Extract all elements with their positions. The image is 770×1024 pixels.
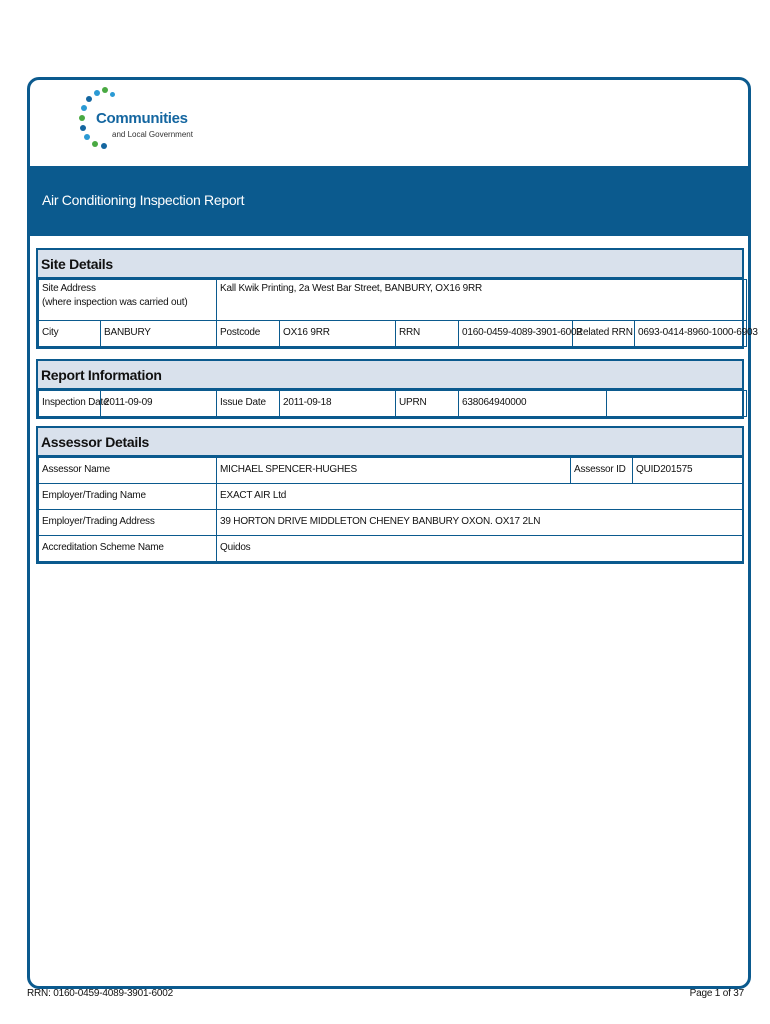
rrn-value: 0160-0459-4089-3901-6002 — [459, 321, 573, 347]
assessor-name-label: Assessor Name — [39, 458, 217, 484]
employer-name-label: Employer/Trading Name — [39, 484, 217, 510]
city-value: BANBURY — [101, 321, 217, 347]
footer-page-number: Page 1 of 37 — [689, 988, 744, 999]
issue-date-label: Issue Date — [217, 391, 280, 417]
related-rrn-label: Related RRN — [573, 321, 635, 347]
site-address-label — [39, 280, 217, 321]
accreditation-scheme-label: Accreditation Scheme Name — [39, 536, 217, 562]
postcode-value: OX16 9RR — [280, 321, 396, 347]
report-information-table — [38, 390, 747, 417]
logo-subtitle: and Local Government — [112, 130, 193, 139]
site-address-value: Kall Kwik Printing, 2a West Bar Street, BANBURY, OX16 9RR — [217, 280, 747, 321]
related-rrn-value: 0693-0414-8960-1000-6903 — [635, 321, 747, 347]
site-details-section — [36, 248, 758, 349]
assessor-details-table — [38, 457, 743, 562]
employer-name-value: EXACT AIR Ltd — [217, 484, 743, 510]
assessor-name-value: MICHAEL SPENCER-HUGHES — [217, 458, 571, 484]
inspection-date-value: 2011-09-09 — [101, 391, 217, 417]
communities-logo — [54, 86, 204, 160]
inspection-date-label: Inspection Date — [39, 391, 101, 417]
rrn-label: RRN — [396, 321, 459, 347]
report-information-section — [36, 359, 744, 419]
site-address-label-text: Site Address — [42, 283, 96, 294]
issue-date-value: 2011-09-18 — [280, 391, 396, 417]
section-heading: Report Information — [38, 361, 742, 390]
site-address-sublabel: (where inspection was carried out) — [42, 297, 188, 308]
report-frame — [27, 77, 758, 989]
section-heading: Site Details — [38, 250, 742, 279]
site-details-table — [38, 279, 758, 347]
uprn-value: 638064940000 — [459, 391, 607, 417]
empty-cell — [607, 391, 747, 417]
uprn-label: UPRN — [396, 391, 459, 417]
employer-address-value: 39 HORTON DRIVE MIDDLETON CHENEY BANBURY OXON. OX17 2LN — [217, 510, 743, 536]
assessor-id-value: QUID201575 — [633, 458, 743, 484]
city-label: City — [39, 321, 101, 347]
accreditation-scheme-value: Quidos — [217, 536, 743, 562]
postcode-label: Postcode — [217, 321, 280, 347]
page-title: Air Conditioning Inspection Report — [42, 192, 245, 208]
assessor-details-section — [36, 426, 744, 564]
employer-address-label: Employer/Trading Address — [39, 510, 217, 536]
section-heading: Assessor Details — [38, 428, 742, 457]
title-banner — [30, 166, 748, 236]
logo-title: Communities — [96, 110, 188, 127]
assessor-id-label: Assessor ID — [571, 458, 633, 484]
footer-rrn: RRN: 0160-0459-4089-3901-6002 — [27, 988, 173, 999]
